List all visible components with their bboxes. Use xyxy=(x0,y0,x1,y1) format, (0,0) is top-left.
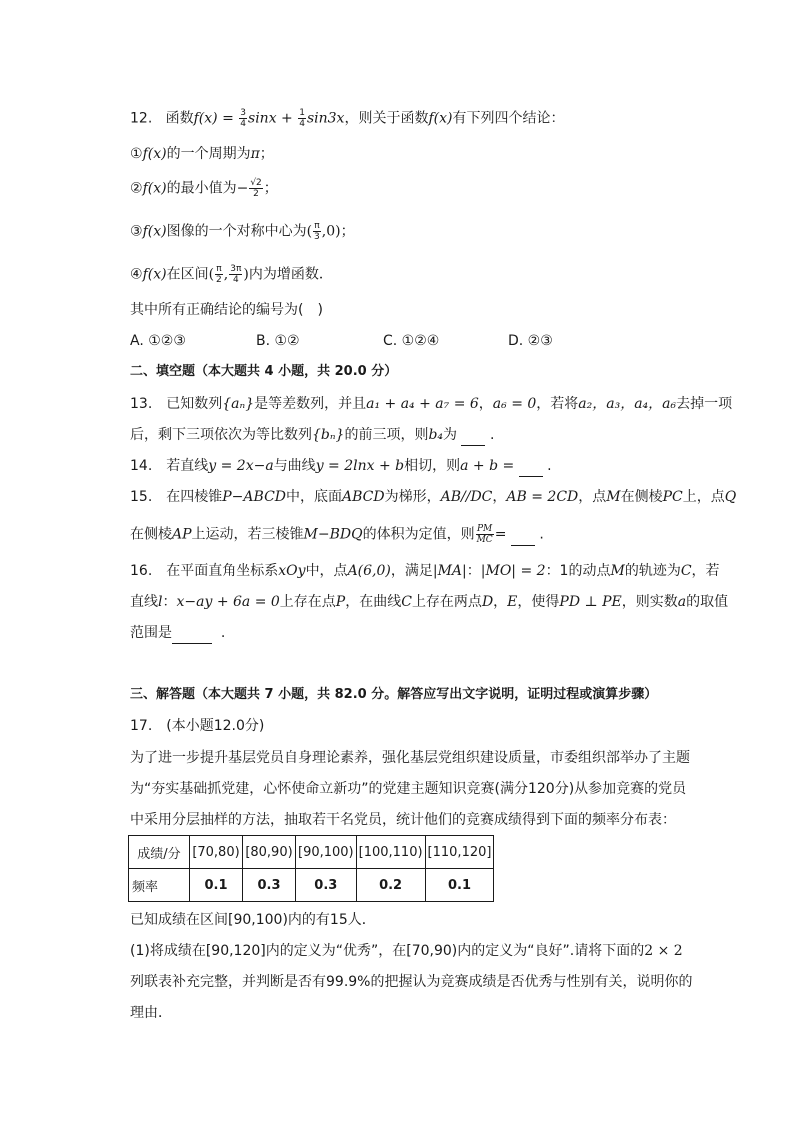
q17-para-3: 中采用分层抽样的方法，抽取若干名党员，统计他们的竞赛成绩得到下面的频率分布表： xyxy=(130,812,676,828)
table-header-cell: [70,80) xyxy=(190,836,243,869)
q13-line-1: 13. 已知数列{aₙ}是等差数列，并且a₁ + a₄ + a₇ = 6，a₆ = 0，若将a₂，a₃，a₄，a₆去掉一项 xyxy=(130,396,733,412)
q17-known: 已知成绩在区间[90,100)内的有15人． xyxy=(130,912,376,928)
fraction-pi-2: $\frac{\pi}{2}$ xyxy=(216,264,222,285)
q17-part1-line-3: 理由． xyxy=(130,1005,172,1021)
q16-answer-blank[interactable] xyxy=(172,623,212,644)
frequency-table xyxy=(128,835,494,902)
q14-answer-blank[interactable] xyxy=(519,456,543,477)
section-2-heading: 二、填空题（本大题共 4 小题，共 20.0 分） xyxy=(130,364,398,379)
q16-line-1: 16. 在平面直角坐标系xOy中，点A(6,0)，满足|MA|：|MO| = 2：1的动点M的轨迹为C，若 xyxy=(130,563,720,579)
q16-line-2: 直线l：x−ay + 6a = 0上存在点P，在曲线C上存在两点D，E，使得PD ⊥ PE，则实数a的取值 xyxy=(130,594,729,610)
table-header-cell: [80,90) xyxy=(243,836,296,869)
q16-line-3: 范围是 . xyxy=(130,623,225,644)
q15-line-1: 15. 在四棱锥P−ABCD中，底面ABCD为梯形，AB//DC，AB = 2CD，点M在侧棱PC上，点Q xyxy=(130,489,737,505)
q12-option-d[interactable]: D. ②③ xyxy=(508,333,553,349)
table-cell: 0.2 xyxy=(356,869,425,902)
table-header-cell: [100,110) xyxy=(356,836,425,869)
table-row-label: 频率 xyxy=(129,869,190,902)
q13-line-2: 后，剩下三项依次为等比数列{bₙ}的前三项，则b₄为 . xyxy=(130,425,494,446)
q12-conclusion-1: ①f(x)的一个周期为π； xyxy=(130,146,274,162)
fraction-pm-mc: $\frac{PM}{MC}$ xyxy=(476,524,493,545)
table-header-cell: [90,100) xyxy=(296,836,357,869)
fraction-pi-3: $\frac{\pi}{3}$ xyxy=(314,221,320,242)
q17-part1-line-2: 列联表补充完整，并判断是否有99.9%的把握认为竞赛成绩是否优秀与性别有关，说明你的 xyxy=(130,974,693,990)
q12-conclusion-2: ②f(x)的最小值为− $\frac{√2}{2}$ ； xyxy=(130,178,278,199)
fraction-sqrt2-2: $\frac{√2}{2}$ xyxy=(250,178,262,199)
q12-ask: 其中所有正确结论的编号为( ) xyxy=(130,302,323,318)
fraction-1-4: $\frac{1}{4}$ xyxy=(299,108,305,129)
table-header-row xyxy=(129,836,494,869)
table-cell: 0.1 xyxy=(425,869,494,902)
table-cell: 0.3 xyxy=(296,869,357,902)
q17-head: 17. (本小题12.0分) xyxy=(130,718,265,734)
q14-line: 14. 若直线y = 2x−a与曲线y = 2lnx + b相切，则a + b = . xyxy=(130,456,552,477)
table-cell: 0.3 xyxy=(243,869,296,902)
q15-answer-blank[interactable] xyxy=(511,525,535,546)
q12-option-b[interactable]: B. ①② xyxy=(256,333,300,349)
table-header-cell: 成绩/分 xyxy=(129,836,190,869)
q12-conclusion-4: ④f(x)在区间( $\frac{\pi}{2}$ , $\frac{3\pi}{4}$ )内为增函数． xyxy=(130,264,333,285)
q12-option-a[interactable]: A. ①②③ xyxy=(130,333,186,349)
q13-answer-blank[interactable] xyxy=(461,425,485,446)
q15-line-2: 在侧棱AP上运动，若三棱锥M−BDQ的体积为定值，则 $\frac{PM}{MC}$ = . xyxy=(130,524,544,545)
table-header-cell: [110,120] xyxy=(425,836,494,869)
table-cell: 0.1 xyxy=(190,869,243,902)
section-3-heading: 三、解答题（本大题共 7 小题，共 82.0 分。解答应写出文字说明，证明过程或演算步骤） xyxy=(130,687,658,702)
fraction-3-4: $\frac{3}{4}$ xyxy=(240,108,247,129)
q17-para-1: 为了进一步提升基层党员自身理论素养，强化基层党组织建设质量，市委组织部举办了主题 xyxy=(130,750,690,766)
q17-part1-line-1: (1)将成绩在[90,120]内的定义为“优秀”，在[70,90)内的定义为“良好”.请将下面的2 × 2 xyxy=(130,943,683,959)
q12-conclusion-3: ③f(x)图像的一个对称中心为( $\frac{\pi}{3}$ ,0)； xyxy=(130,221,355,242)
table-row xyxy=(129,869,494,902)
q17-para-2: 为“夯实基础抓党建，心怀使命立新功”的党建主题知识竞赛(满分120分)从参加竞赛的党员 xyxy=(130,781,687,797)
q12-stem: 12. 函数f(x) = $\frac{3}{4}$ sinx + $\frac{1}{4}$ sin3x，则关于函数f(x)有下列四个结论： xyxy=(130,108,565,129)
q12-option-c[interactable]: C. ①②④ xyxy=(383,333,440,349)
fraction-3pi-4: $\frac{3\pi}{4}$ xyxy=(230,264,242,285)
